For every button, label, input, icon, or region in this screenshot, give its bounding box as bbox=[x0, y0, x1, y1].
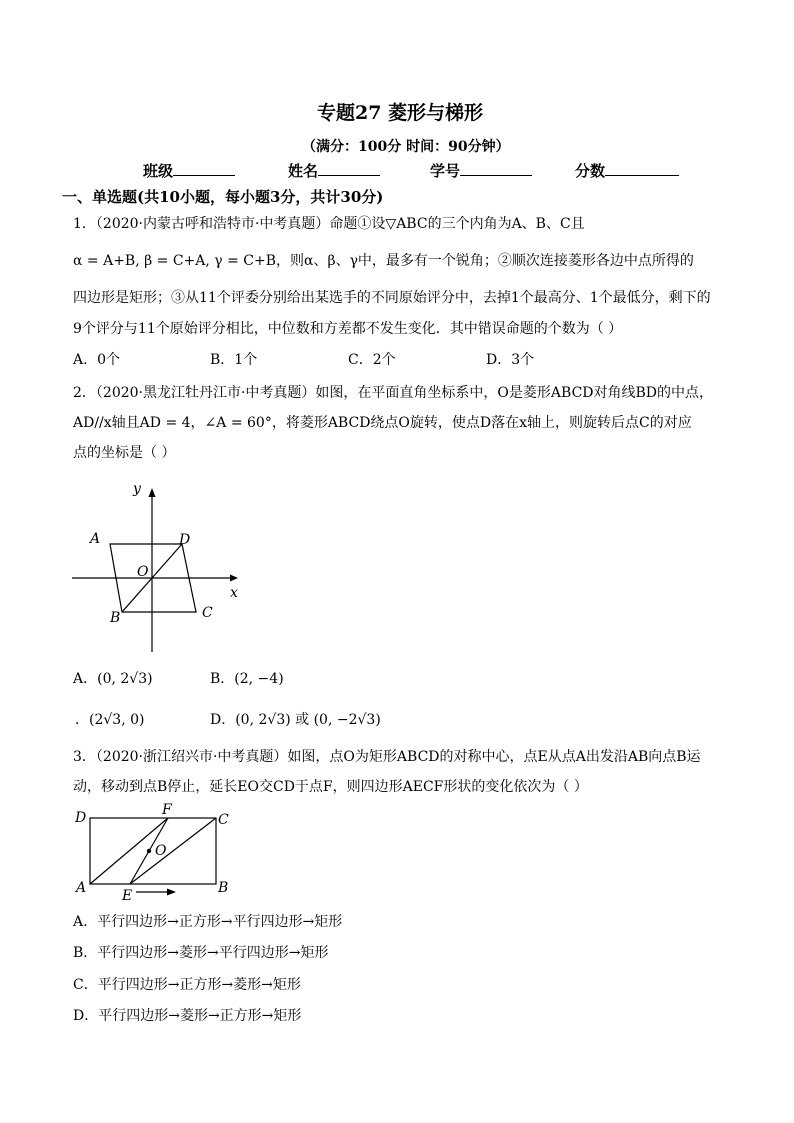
label-b: B bbox=[110, 610, 121, 626]
label-b: B bbox=[218, 880, 229, 896]
y-axis-arrow bbox=[149, 488, 156, 497]
score-label: 分数 bbox=[575, 162, 606, 180]
q2-option-b[interactable]: B．(2, −4) bbox=[210, 671, 284, 687]
q3-option-a[interactable]: A．平行四边形→正方形→平行四边形→矩形 bbox=[73, 914, 343, 930]
q3-line1: 3．（2020·浙江绍兴市·中考真题）如图，点O为矩形ABCD的对称中心，点E从点A出发沿AB向点B运 bbox=[73, 749, 701, 765]
exam-meta: （满分：100分 时间：90分钟） bbox=[302, 139, 510, 155]
q1-option-b[interactable]: B．1个 bbox=[210, 352, 258, 368]
label-x: x bbox=[230, 585, 238, 601]
q1-line2: α = A+B, β = C+A, γ = C+B，则α、β、γ中，最多有一个锐角；②顺次连接菱形各边中点所得的 bbox=[73, 253, 694, 269]
name-blank[interactable] bbox=[318, 161, 380, 176]
q2-option-c[interactable]: ．(2√3, 0) bbox=[75, 712, 145, 728]
label-a: A bbox=[90, 531, 101, 547]
label-a: A bbox=[76, 880, 87, 896]
q3-rectangle-figure bbox=[70, 802, 240, 902]
q3-option-b[interactable]: B．平行四边形→菱形→平行四边形→矩形 bbox=[73, 945, 329, 961]
point-o bbox=[147, 849, 151, 853]
q1-line1: 1．（2020·内蒙古呼和浩特市·中考真题）命题①设▽ABC的三个内角为A、B、C且 bbox=[73, 216, 585, 232]
q1-option-d[interactable]: D．3个 bbox=[486, 352, 535, 368]
x-axis-arrow bbox=[230, 575, 238, 582]
segment-ec bbox=[130, 818, 216, 884]
q1-option-c[interactable]: C．2个 bbox=[348, 352, 396, 368]
q3-option-d[interactable]: D．平行四边形→菱形→正方形→矩形 bbox=[73, 1008, 302, 1024]
section-title: 一、单选题(共10小题，每小题3分，共计30分) bbox=[62, 188, 384, 206]
q2-line3: 点的坐标是（ ） bbox=[73, 445, 176, 461]
id-field bbox=[430, 160, 532, 181]
label-c: C bbox=[218, 812, 229, 828]
id-label: 学号 bbox=[430, 162, 461, 180]
class-label: 班级 bbox=[143, 162, 174, 180]
label-d: D bbox=[179, 532, 191, 548]
label-e: E bbox=[122, 888, 133, 902]
q1-option-a[interactable]: A．0个 bbox=[73, 352, 121, 368]
label-d: D bbox=[75, 810, 87, 826]
label-o: O bbox=[155, 843, 167, 859]
class-field bbox=[143, 160, 235, 181]
label-y: y bbox=[133, 481, 141, 497]
label-c: C bbox=[202, 605, 213, 621]
q2-option-d[interactable]: D．(0, 2√3) 或 (0, −2√3) bbox=[210, 712, 381, 728]
score-field bbox=[575, 160, 679, 181]
q2-option-a[interactable]: A．(0, 2√3) bbox=[73, 671, 153, 687]
q2-line1: 2．（2020·黑龙江牡丹江市·中考真题）如图，在平面直角坐标系中，O是菱形ABCD对角线BD的中点， bbox=[73, 385, 714, 401]
name-label: 姓名 bbox=[288, 162, 319, 180]
label-f: F bbox=[162, 802, 172, 818]
label-o: O bbox=[137, 564, 149, 580]
q1-line3: 四边形是矩形；③从11个评委分别给出某选手的不同原始评分中，去掉1个最高分、1个最低分，剩下的 bbox=[73, 290, 711, 306]
score-blank[interactable] bbox=[605, 161, 679, 176]
q1-line4: 9个评分与11个原始评分相比，中位数和方差都不发生变化．其中错误命题的个数为（ ） bbox=[73, 321, 623, 337]
page-title: 专题27 菱形与梯形 bbox=[317, 102, 484, 124]
id-blank[interactable] bbox=[460, 161, 532, 176]
name-field bbox=[288, 160, 380, 181]
q2-line2: AD//x轴且AD = 4，∠A = 60°，将菱形ABCD绕点O旋转，使点D落在x轴上，则旋转后点C的对应 bbox=[73, 415, 692, 431]
q3-option-c[interactable]: C．平行四边形→正方形→菱形→矩形 bbox=[73, 977, 301, 993]
q2-rhombus-figure bbox=[60, 476, 260, 656]
q3-line2: 动，移动到点B停止，延长EO交CD于点F，则四边形AECF形状的变化依次为（ ） bbox=[73, 779, 588, 795]
motion-arrow-head bbox=[167, 889, 176, 896]
rectangle-abcd bbox=[90, 818, 216, 884]
class-blank[interactable] bbox=[173, 161, 235, 176]
